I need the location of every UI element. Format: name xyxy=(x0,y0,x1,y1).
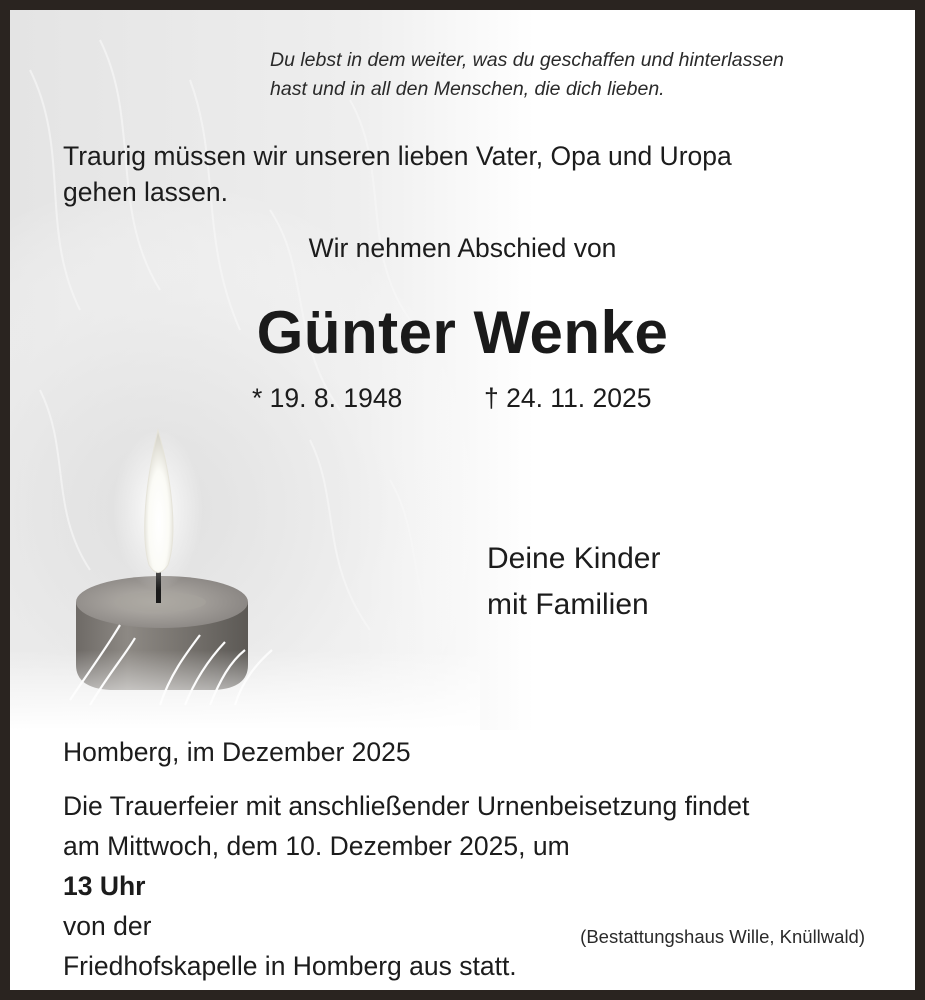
ceremony-text: am Mittwoch, dem 10. Dezember 2025, um xyxy=(63,831,570,861)
motto-line: hast und in all den Menschen, die dich lieben. xyxy=(270,78,665,100)
ceremony-info xyxy=(63,786,749,986)
intro-line: Traurig müssen wir unseren lieben Vater, Opa und Uropa xyxy=(63,141,732,171)
motto xyxy=(270,46,784,104)
mourners-line: mit Familien xyxy=(487,588,649,621)
birth-date: * 19. 8. 1948 xyxy=(252,383,403,413)
ceremony-line: Die Trauerfeier mit anschließender Urnenbeisetzung findet xyxy=(63,791,750,821)
mourners xyxy=(487,536,660,628)
motto-line: Du lebst in dem weiter, was du geschaffen und hinterlassen xyxy=(270,49,784,71)
ceremony-text: von der xyxy=(63,911,152,941)
ceremony-time: 13 Uhr xyxy=(63,871,146,901)
mourners-line: Deine Kinder xyxy=(487,542,661,575)
deceased-name: Günter Wenke xyxy=(256,299,669,366)
death-date: † 24. 11. 2025 xyxy=(484,383,652,413)
farewell-heading: Wir nehmen Abschied von xyxy=(308,233,617,263)
place-date: Homberg, im Dezember 2025 xyxy=(63,737,411,767)
ceremony-line: Friedhofskapelle in Homberg aus statt. xyxy=(63,951,517,981)
obituary-notice xyxy=(10,10,915,990)
intro-text xyxy=(63,138,732,210)
undertaker-credit: (Bestattungshaus Wille, Knüllwald) xyxy=(580,926,865,947)
intro-line: gehen lassen. xyxy=(63,177,229,207)
